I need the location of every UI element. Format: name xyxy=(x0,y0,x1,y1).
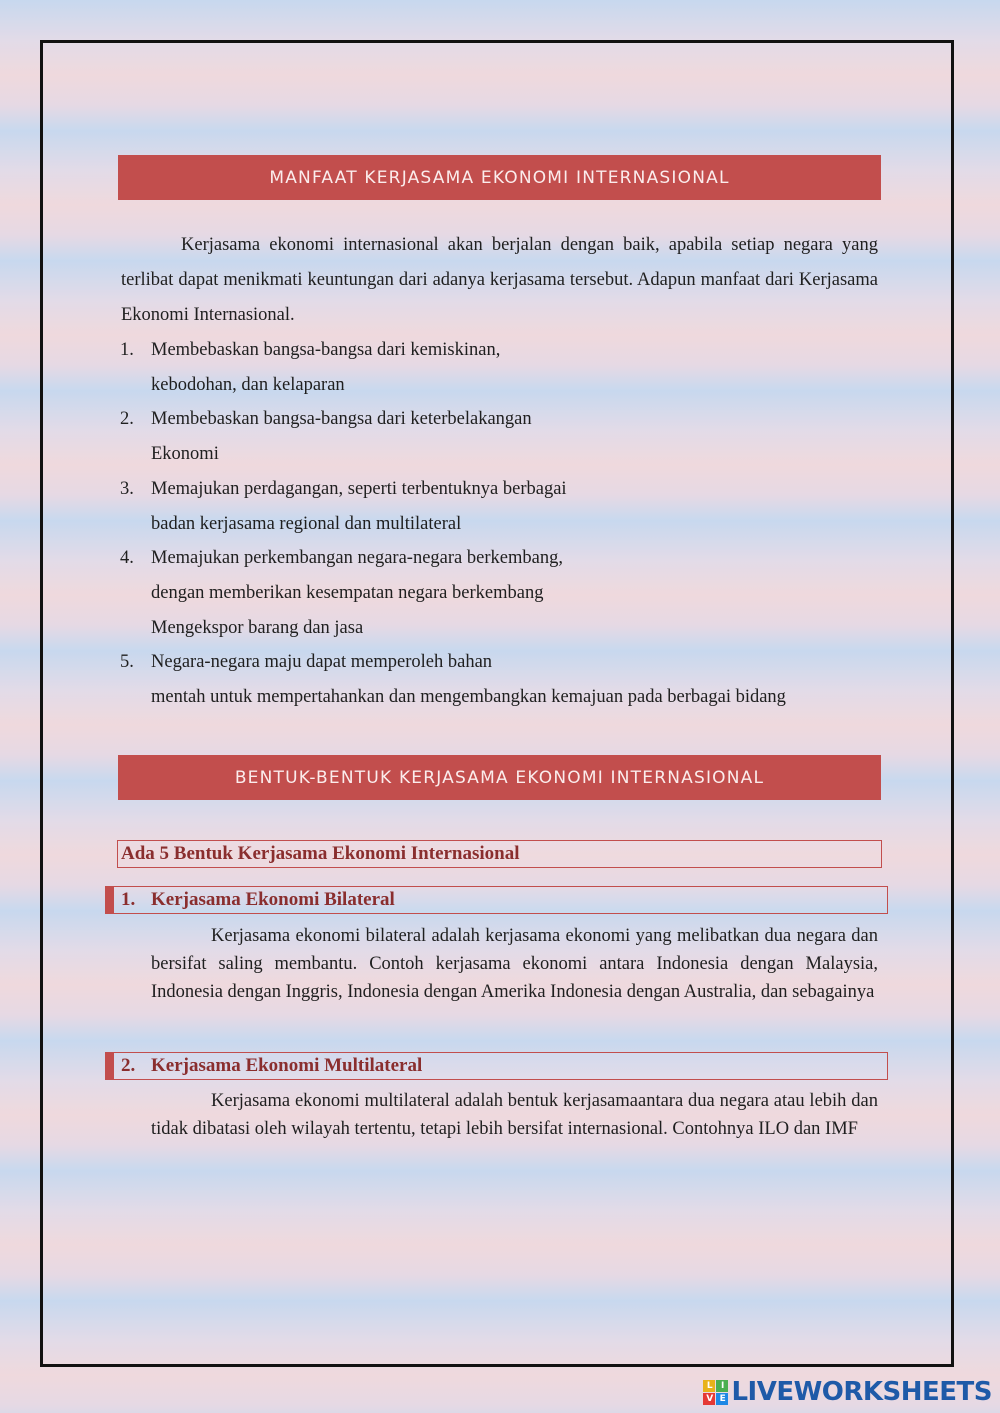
form-number: 2. xyxy=(121,1055,136,1076)
liveworksheets-logo[interactable] xyxy=(703,1377,992,1407)
list-number: 2. xyxy=(120,409,134,429)
intro-paragraph: Kerjasama ekonomi internasional akan berjalan dengan baik, apabila setiap negara yang terlibat dapat menikmati keuntungan dari adanya kerjasama tersebut. Adapun manfaat dari Kerjasama Ekonomi Internasional. xyxy=(121,235,878,325)
logo-letter: L xyxy=(703,1380,715,1392)
list-number: 3. xyxy=(120,479,134,499)
list-number: 5. xyxy=(120,652,134,672)
list-number: 1. xyxy=(120,340,134,360)
list-line: kebodohan, dan kelaparan xyxy=(151,375,345,395)
form-number: 1. xyxy=(121,889,136,910)
list-line: mentah untuk mempertahankan dan mengembangkan kemajuan pada berbagai bidang xyxy=(151,687,786,707)
list-line: Ekonomi xyxy=(151,444,219,464)
list-number: 4. xyxy=(120,548,134,568)
subtitle: Ada 5 Bentuk Kerjasama Ekonomi Internasional xyxy=(121,843,520,864)
subtitle-box xyxy=(117,840,882,868)
form-heading-bilateral xyxy=(105,886,888,914)
logo-letter: I xyxy=(716,1380,728,1392)
form-body: Kerjasama ekonomi multilateral adalah bentuk kerjasamaantara dua negara atau lebih dan tidak dibatasi oleh wilayah tertentu, tetapi lebih bersifat internasional. Contohnya ILO dan IMF xyxy=(151,1091,878,1139)
section-banner-bentuk xyxy=(118,755,881,800)
list-line: Memajukan perdagangan, seperti terbentuknya berbagai xyxy=(151,479,567,499)
logo-mark-icon xyxy=(703,1380,728,1405)
list-line: dengan memberikan kesempatan negara berkembang xyxy=(151,583,544,603)
list-line: Memajukan perkembangan negara-negara berkembang, xyxy=(151,548,563,568)
logo-letter: E xyxy=(716,1393,728,1405)
form-heading-multilateral xyxy=(105,1052,888,1080)
form-heading: Kerjasama Ekonomi Bilateral xyxy=(151,889,395,910)
section-banner-manfaat xyxy=(118,155,881,200)
form-body-multilateral xyxy=(151,1087,878,1143)
list-line: badan kerjasama regional dan multilateral xyxy=(151,514,462,534)
logo-text: LIVEWORKSHEETS xyxy=(731,1377,992,1407)
list-line: Negara-negara maju dapat memperoleh bahan xyxy=(151,652,493,672)
list-line: Mengekspor barang dan jasa xyxy=(151,618,364,638)
form-body-bilateral xyxy=(151,922,878,1006)
form-heading: Kerjasama Ekonomi Multilateral xyxy=(151,1055,423,1076)
section-title: BENTUK-BENTUK KERJASAMA EKONOMI INTERNASIONAL xyxy=(234,767,765,788)
form-body: Kerjasama ekonomi bilateral adalah kerjasama ekonomi yang melibatkan dua negara dan bersifat saling membantu. Contoh kerjasama ekonomi antara Indonesia dengan Malaysia, Indonesia dengan Inggris, Indonesia dengan Amerika Indonesia dengan Australia, dan sebagainya xyxy=(151,926,878,1002)
logo-letter: V xyxy=(703,1393,715,1405)
list-line: Membebaskan bangsa-bangsa dari keterbelakangan xyxy=(151,409,532,429)
section-title: MANFAAT KERJASAMA EKONOMI INTERNASIONAL xyxy=(269,167,730,188)
list-line: Membebaskan bangsa-bangsa dari kemiskinan, xyxy=(151,340,501,360)
